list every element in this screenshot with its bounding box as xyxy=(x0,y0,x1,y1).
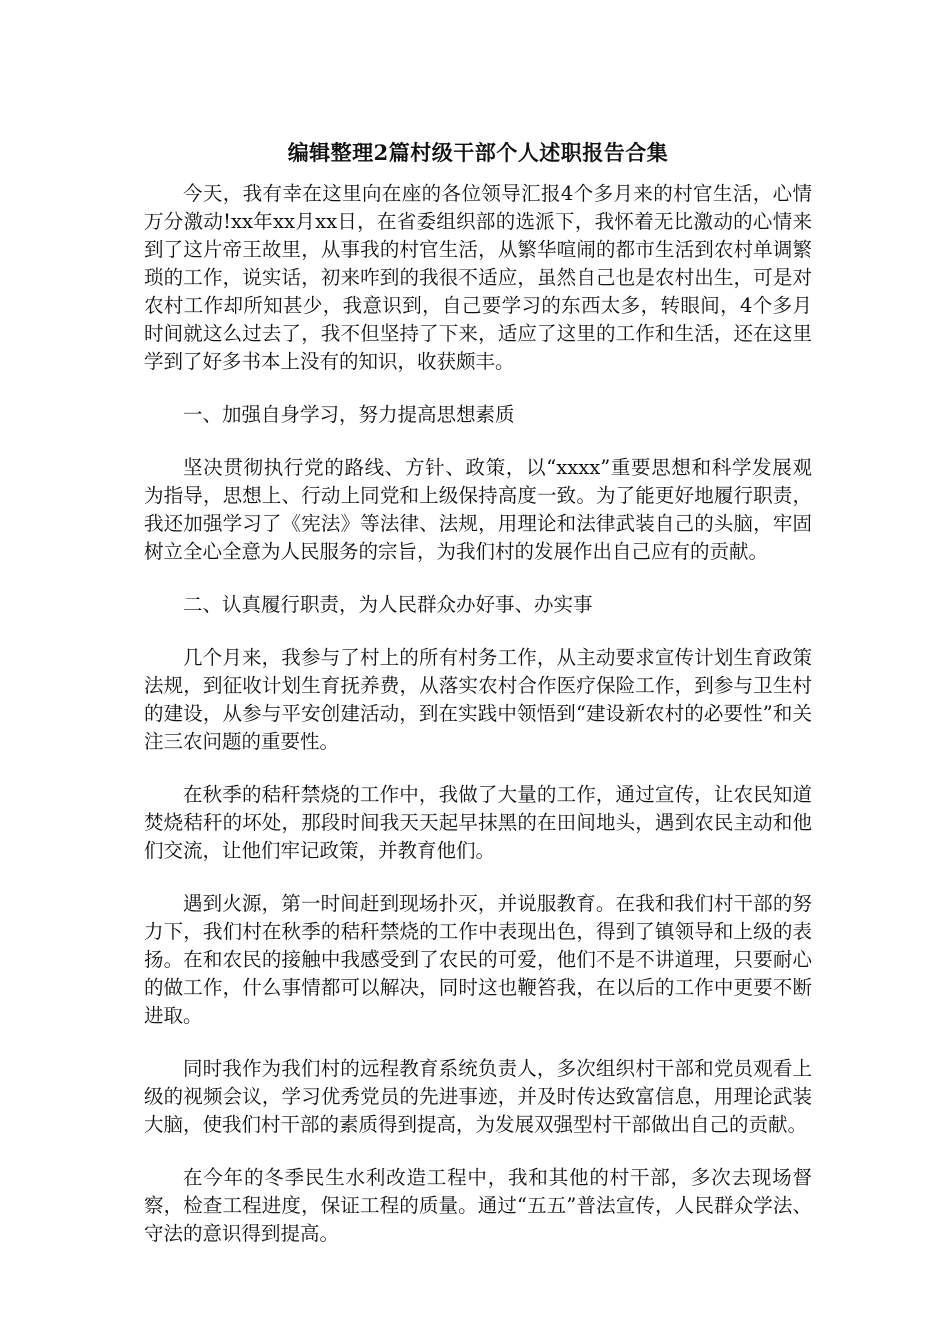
document-page xyxy=(144,138,812,1248)
paragraph-straw-burning: 在秋季的秸秆禁烧的工作中，我做了大量的工作，通过宣传，让农民知道焚烧秸秆的坏处，那段时间我天天起早抹黑的在田间地头，遇到农民主动和他们交流，让他们牢记政策，并教育他们。 xyxy=(144,783,812,862)
paragraph-village-work: 几个月来，我参与了村上的所有村务工作，从主动要求宣传计划生育政策法规，到征收计划生育抚养费，从落实农村合作医疗保险工作，到参与卫生村的建设，从参与平安创建活动，到在实践中领悟到“建设新农村的必要性”和关注三农问题的重要性。 xyxy=(144,646,812,753)
paragraph-study: 坚决贯彻执行党的路线、方针、政策，以“xxxx”重要思想和科学发展观为指导，思想上、行动上同党和上级保持高度一致。为了能更好地履行职责，我还加强学习了《宪法》等法律、法规，用理论和法律武装自己的头脑，牢固树立全心全意为人民服务的宗旨，为我们村的发展作出自己应有的贡献。 xyxy=(144,456,812,563)
paragraph-intro: 今天，我有幸在这里向在座的各位领导汇报4个多月来的村官生活，心情万分激动!xx年xx月xx日，在省委组织部的选派下，我怀着无比激动的心情来到了这片帝王故里，从事我的村官生活，从繁华喧闹的都市生活到农村单调繁琐的工作，说实话，初来咋到的我很不适应，虽然自己也是农村出生，可是对农村工作却所知甚少，我意识到，自己要学习的东西太多，转眼间，4个多月时间就这么过去了，我不但坚持了下来，适应了这里的工作和生活，还在这里学到了好多书本上没有的知识，收获颇丰。 xyxy=(144,182,812,373)
section-heading-1: 一、加强自身学习，努力提高思想素质 xyxy=(183,403,515,426)
paragraph-fire-source: 遇到火源，第一时间赶到现场扑灭，并说服教育。在我和我们村干部的努力下，我们村在秋季的秸秆禁烧的工作中表现出色，得到了镇领导和上级的表扬。在和农民的接触中我感受到了农民的可爱，他们不是不讲道理，只要耐心的做工作，什么事情都可以解决，同时这也鞭笞我，在以后的工作中更要不断进取。 xyxy=(144,892,812,1027)
paragraph-water-project: 在今年的冬季民生水利改造工程中，我和其他的村干部，多次去现场督察，检查工程进度，保证工程的质量。通过“五五”普法宣传，人民群众学法、守法的意识得到提高。 xyxy=(144,1166,812,1245)
section-heading-2: 二、认真履行职责，为人民群众办好事、办实事 xyxy=(183,593,593,616)
document-title: 编辑整理2篇村级干部个人述职报告合集 xyxy=(287,140,669,165)
paragraph-remote-education: 同时我作为我们村的远程教育系统负责人，多次组织村干部和党员观看上级的视频会议，学习优秀党员的先进事迹，并及时传达致富信息，用理论武装大脑，使我们村干部的素质得到提高，为发展双强型村干部做出自己的贡献。 xyxy=(144,1057,812,1136)
